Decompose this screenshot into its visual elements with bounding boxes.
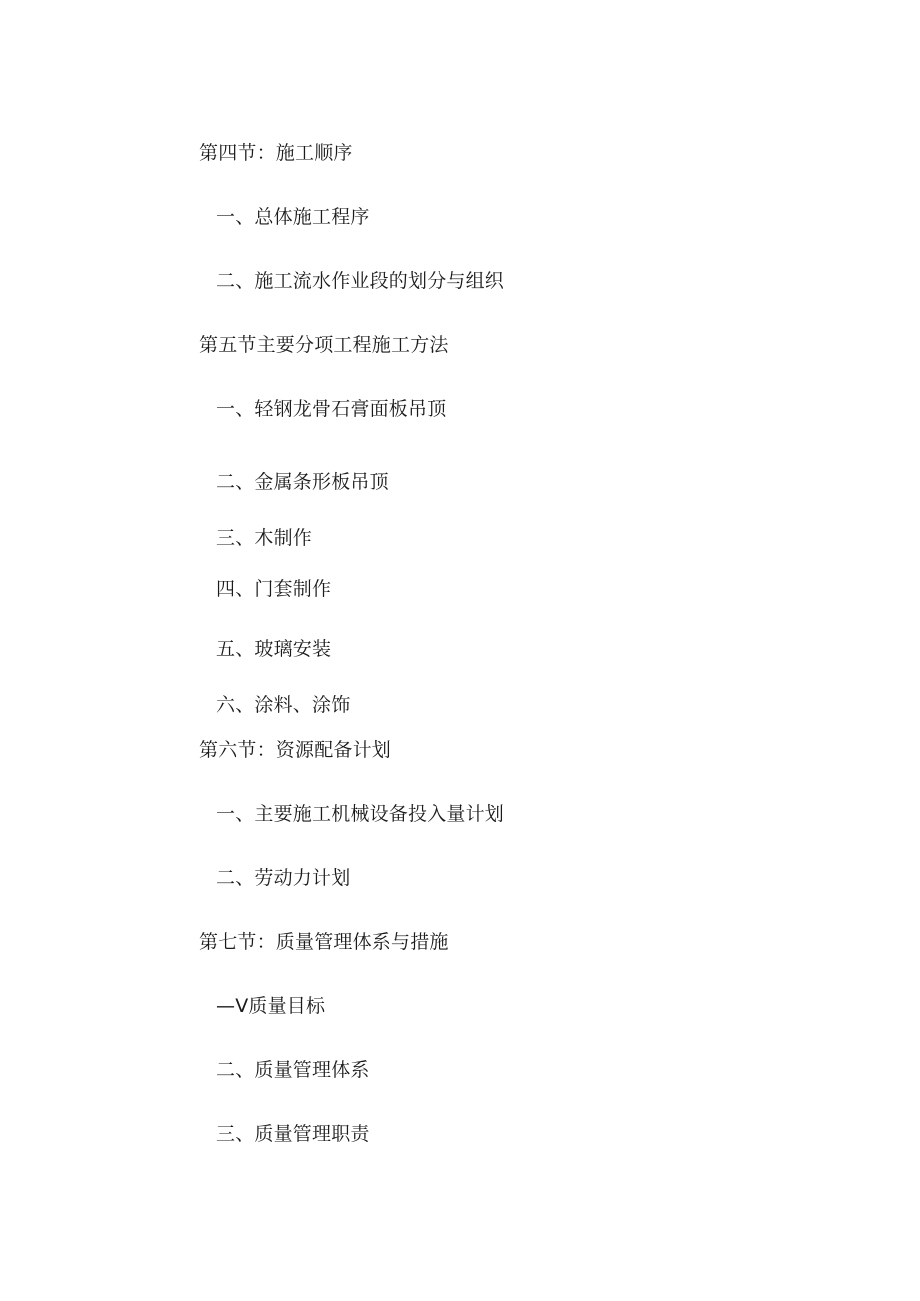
section-item: 六、涂料、涂饰 [216, 694, 351, 716]
section-item: 一、总体施工程序 [216, 206, 370, 228]
section-item: 三、质量管理职责 [216, 1123, 370, 1145]
section-heading: 第五节主要分项工程施工方法 [199, 334, 449, 356]
section-item: 四、门套制作 [216, 578, 332, 600]
section-heading: 第七节：质量管理体系与措施 [199, 931, 449, 953]
section-item: 二、质量管理体系 [216, 1059, 370, 1081]
section-item: 五、玻璃安装 [216, 638, 332, 660]
section-heading: 第六节：资源配备计划 [199, 739, 392, 761]
section-item: 一、轻钢龙骨石膏面板吊顶 [216, 398, 447, 420]
section-item: 三、木制作 [216, 527, 313, 549]
section-item: 一、主要施工机械设备投入量计划 [216, 803, 505, 825]
section-item: 二、施工流水作业段的划分与组织 [216, 270, 505, 292]
section-item: 二、金属条形板吊顶 [216, 471, 389, 493]
section-item: —V质量目标 [216, 995, 326, 1017]
section-item: 二、劳动力计划 [216, 867, 351, 889]
section-heading: 第四节：施工顺序 [199, 142, 353, 164]
